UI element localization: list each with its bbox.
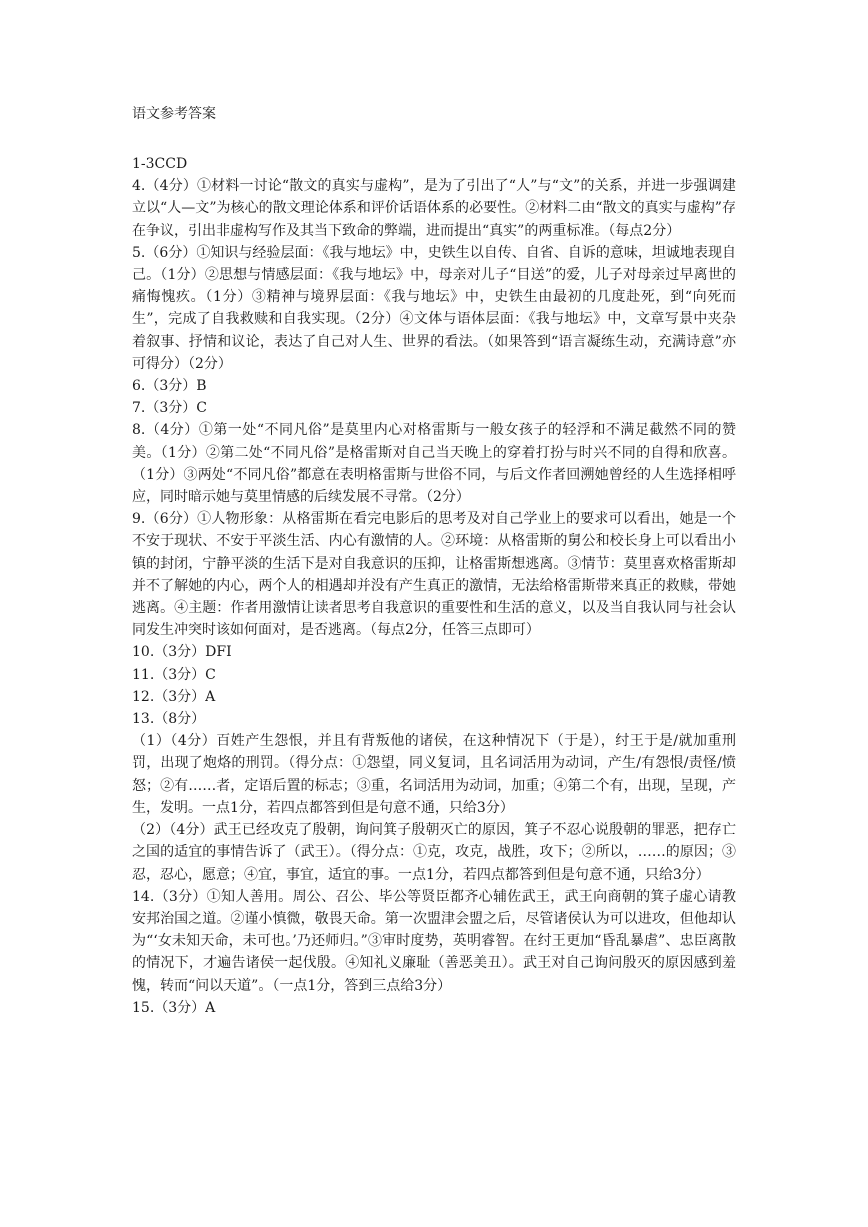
answer-item-13-1: （1）（4分）百姓产生怨恨，并且有背叛他的诸侯，在这种情况下（于是），纣王于是/就加重刑罚，出现了炮烙的刑罚。（得分点：①怨望，同义复词，且名词活用为动词，产生/有怨恨/责怪/愤怒；②有……者，定语后置的标志；③重，名词活用为动词，加重；④第二个有，出现，呈现，产生，发明。一点1分，若四点都答到但是句意不通，只给3分） bbox=[132, 733, 736, 816]
answer-item-10: 10.（3分）DFI bbox=[132, 644, 232, 661]
answer-list bbox=[132, 153, 736, 1019]
answer-item-15: 15.（3分）A bbox=[132, 999, 216, 1016]
answer-item-13: 13.（8分） bbox=[132, 711, 206, 728]
answer-item-8: 8.（4分）①第一处“不同凡俗”是莫里内心对格雷斯与一般女孩子的轻浮和不满足截然不同的赞美。（1分）②第二处“不同凡俗”是格雷斯对自己当天晚上的穿着打扮与时兴不同的自得和欣喜。（1分）③两处“不同凡俗”都意在表明格雷斯与世俗不同，与后文作者回溯她曾经的人生选择相呼应，同时暗示她与莫里情感的后续发展不寻常。（2分） bbox=[132, 422, 736, 506]
answer-item-14: 14.（3分）①知人善用。周公、召公、毕公等贤臣都齐心辅佐武王，武王向商朝的箕子虚心请教安邦治国之道。②谨小慎微，敬畏天命。第一次盟津会盟之后，尽管诸侯认为可以进攻，但他却认为“‘女未知天命，未可也。’乃还师归。”③审时度势，英明睿智。在纣王更加“昏乱暴虐”、忠臣离散的情况下，才遍告诸侯一起伐殷。④知礼义廉耻（善恶美丑）。武王对自己询问殷灭的原因感到羞愧，转而“问以天道”。（一点1分，答到三点给3分） bbox=[132, 888, 736, 994]
answer-item-9: 9.（6分）①人物形象：从格雷斯在看完电影后的思考及对自己学业上的要求可以看出，她是一个不安于现状、不安于平淡生活、内心有激情的人。②环境：从格雷斯的舅公和校长身上可以看出小镇的封闭，宁静平淡的生活下是对自我意识的压抑，让格雷斯想逃离。③情节：莫里喜欢格雷斯却并不了解她的内心，两个人的相遇却并没有产生真正的激情，无法给格雷斯带来真正的救赎，带她逃离。④主题：作者用激情让读者思考自我意识的重要性和生活的意义，以及当自我认同与社会认同发生冲突时该如何面对，是否逃离。（每点2分，任答三点即可） bbox=[132, 511, 736, 639]
answer-item-7: 7.（3分）C bbox=[132, 400, 207, 417]
answer-item-5: 5.（6分）①知识与经验层面：《我与地坛》中，史铁生以自传、自省、自诉的意味，坦诚地表现自己。（1分）②思想与情感层面：《我与地坛》中，母亲对儿子“目送”的爱，儿子对母亲过早离世的痛悔愧疚。（1分）③精神与境界层面：《我与地坛》中，史铁生由最初的几度赴死，到“向死而生”，完成了自我救赎和自我实现。（2分）④文体与语体层面：《我与地坛》中，文章写景中夹杂着叙事、抒情和议论，表达了自己对人生、世界的看法。（如果答到“语言凝练生动，充满诗意”亦可得分）（2分） bbox=[132, 244, 736, 372]
answer-item-12: 12.（3分）A bbox=[132, 688, 216, 705]
answer-item-6: 6.（3分）B bbox=[132, 378, 207, 395]
answer-item-13-2: （2）（4分）武王已经攻克了殷朝，询问箕子殷朝灭亡的原因，箕子不忍心说殷朝的罪恶，把存亡之国的适宜的事情告诉了（武王）。（得分点：①克，攻克，战胜，攻下；②所以，……的原因；③忍，忍心，愿意；④宜，事宜，适宜的事。一点1分，若四点都答到但是句意不通，只给3分） bbox=[132, 822, 736, 883]
answer-item-11: 11.（3分）C bbox=[132, 666, 216, 683]
answer-item-1-3: 1-3CCD bbox=[132, 156, 188, 172]
document-title: 语文参考答案 bbox=[132, 106, 216, 122]
answer-item-4: 4.（4分）①材料一讨论“散文的真实与虚构”，是为了引出了“人”与“文”的关系，并进一步强调建立以“人—文”为核心的散文理论体系和评价话语体系的必要性。②材料二由“散文的真实与虚构”存在争议，引出非虚构写作及其当下致命的弊端，进而提出“真实”的两重标准。（每点2分） bbox=[132, 178, 736, 239]
